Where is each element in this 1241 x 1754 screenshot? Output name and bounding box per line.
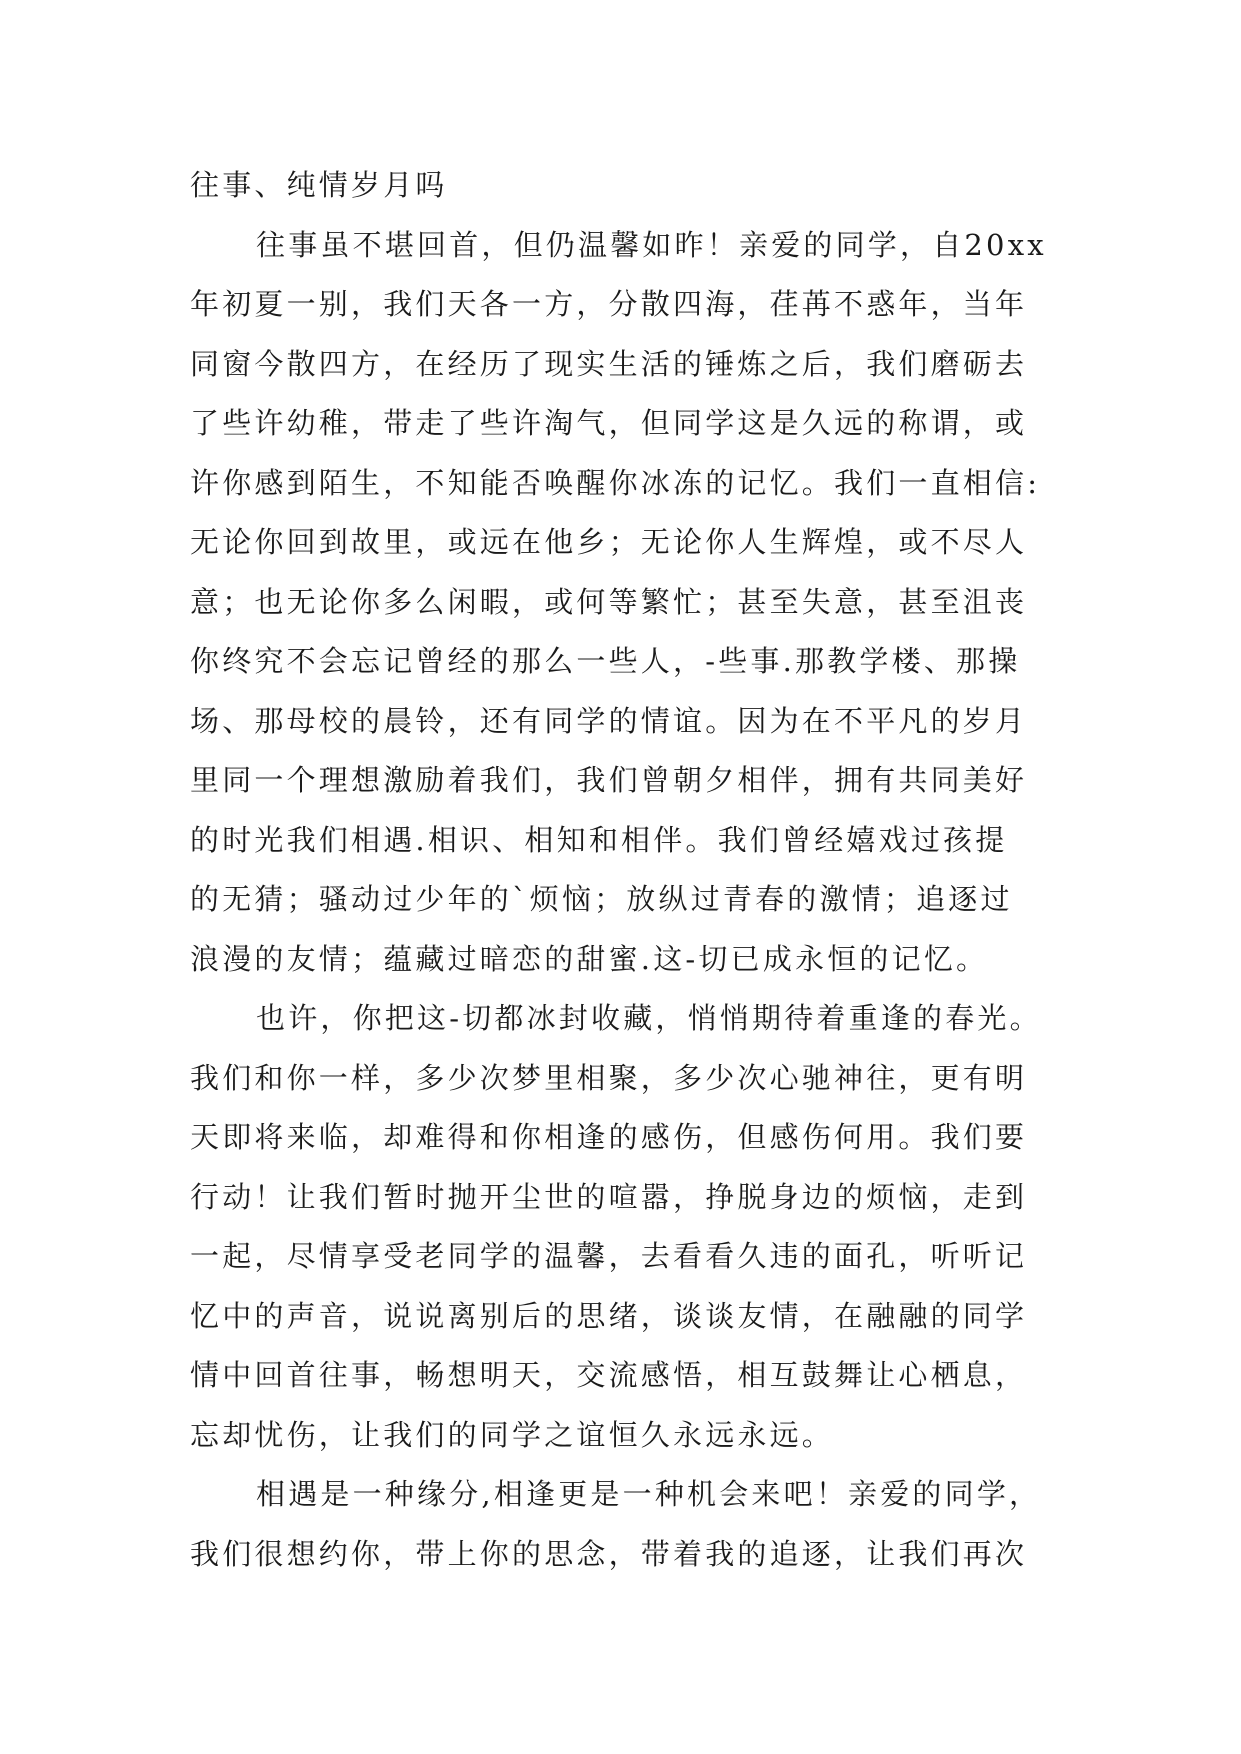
text-line: 往事虽不堪回首，但仍温馨如昨！亲爱的同学，自20xx — [256, 227, 1047, 262]
text-line: 行动！让我们暂时抛开尘世的喧嚣，挣脱身边的烦恼，走到 — [190, 1179, 1028, 1214]
text-line: 你终究不会忘记曾经的那么一些人，-些事.那教学楼、那操 — [190, 644, 1021, 678]
text-line: 天即将来临，却难得和你相逢的感伤，但感伤何用。我们要 — [190, 1120, 1028, 1154]
text-line: 年初夏一别，我们天各一方，分散四海，荏苒不惑年，当年 — [190, 287, 1028, 321]
text-line: 我们很想约你，带上你的思念，带着我的追逐，让我们再次 — [190, 1536, 1028, 1571]
text-line: 忘却忧伤，让我们的同学之谊恒久永远永远。 — [190, 1417, 835, 1452]
text-line: 一起，尽情享受老同学的温馨，去看看久违的面孔，听听记 — [190, 1239, 1028, 1273]
text-line: 我们和你一样，多少次梦里相聚，多少次心驰神往，更有明 — [190, 1060, 1028, 1095]
text-line: 忆中的声音，说说离别后的思绪，谈谈友情，在融融的同学 — [190, 1298, 1028, 1333]
text-line: 无论你回到故里，或远在他乡；无论你人生辉煌，或不尽人 — [190, 525, 1028, 559]
text-line: 浪漫的友情；蕴藏过暗恋的甜蜜.这-切已成永恒的记忆。 — [190, 941, 989, 976]
text-line: 里同一个理想激励着我们，我们曾朝夕相伴，拥有共同美好 — [190, 763, 1028, 797]
text-line: 场、那母校的晨铃，还有同学的情谊。因为在不平凡的岁月 — [190, 703, 1028, 738]
text-line: 了些许幼稚，带走了些许淘气，但同学这是久远的称谓，或 — [190, 406, 1028, 440]
document-body — [190, 156, 1070, 1584]
text-line: 相遇是一种缘分,相逢更是一种机会来吧！亲爱的同学， — [256, 1477, 1042, 1511]
text-line: 意；也无论你多么闲暇，或何等繁忙；甚至失意，甚至沮丧 — [190, 584, 1028, 619]
text-line: 往事、纯情岁月吗 — [190, 168, 448, 202]
text-line: 的无猜；骚动过少年的`烦恼；放纵过青春的激情；追逐过 — [190, 882, 1013, 916]
text-line: 情中回首往事，畅想明天，交流感悟，相互鼓舞让心栖息， — [190, 1358, 1028, 1392]
text-line: 许你感到陌生，不知能否唤醒你冰冻的记忆。我们一直相信: — [190, 465, 1041, 500]
text-line: 同窗今散四方，在经历了现实生活的锤炼之后，我们磨砺去 — [190, 346, 1028, 381]
text-line: 也许，你把这-切都冰封收藏，悄悄期待着重逢的春光。 — [256, 1001, 1042, 1035]
text-line: 的时光我们相遇.相识、相知和相伴。我们曾经嬉戏过孩提 — [190, 822, 1008, 857]
